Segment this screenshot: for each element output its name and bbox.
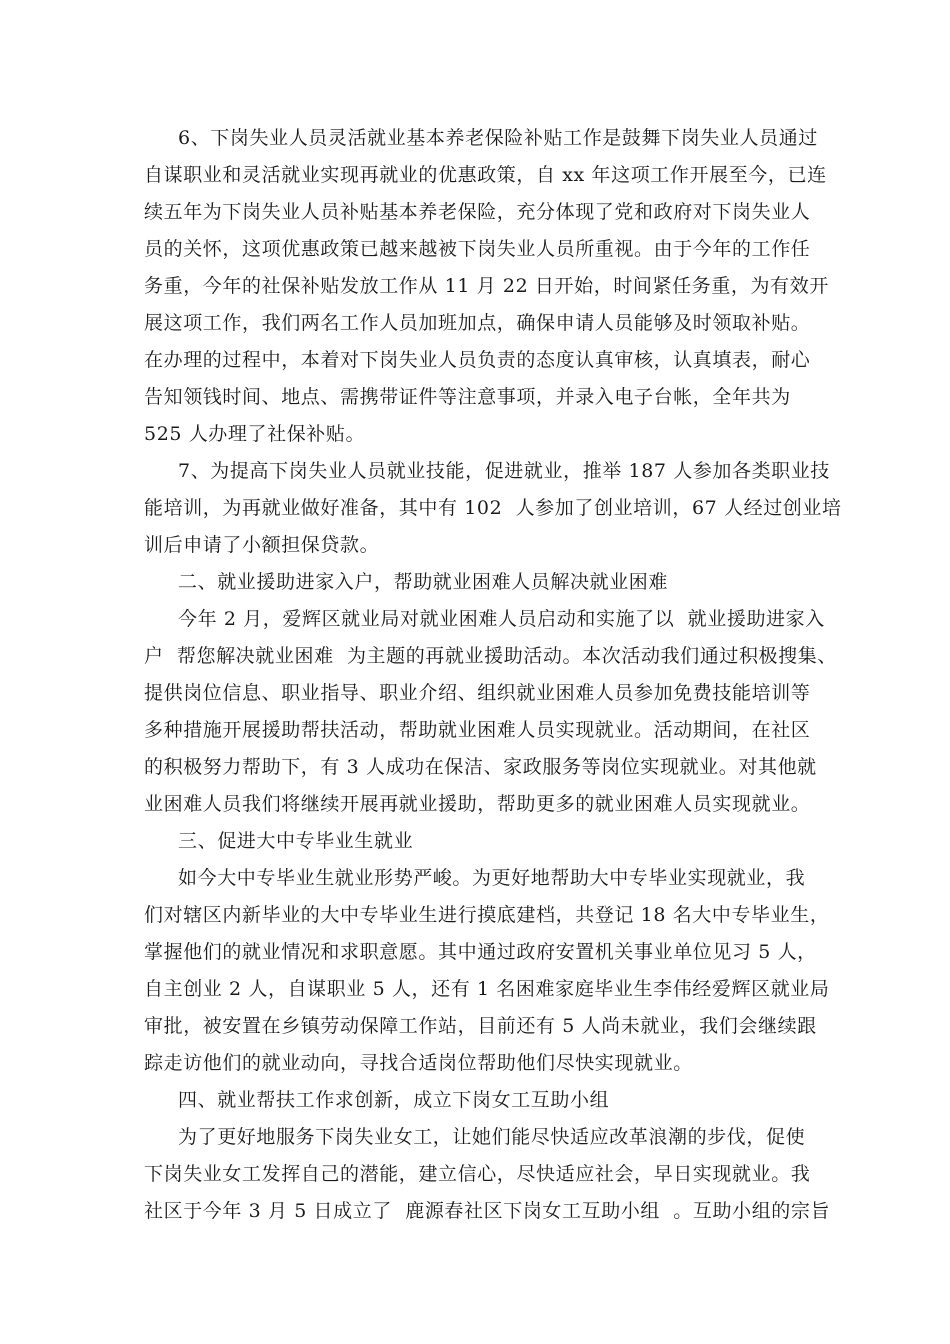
section-heading: 四、就业帮扶工作求创新，成立下岗女工互助小组 <box>178 1089 610 1111</box>
paragraph-line: 6、下岗失业人员灵活就业基本养老保险补贴工作是鼓舞下岗失业人员通过 <box>178 127 818 149</box>
paragraph-line: 多种措施开展援助帮扶活动，帮助就业困难人员实现就业。活动期间，在社区 <box>144 719 811 741</box>
paragraph-line: 们对辖区内新毕业的大中专毕业生进行摸底建档，共登记 18 名大中专毕业生， <box>144 904 830 926</box>
paragraph-line: 为了更好地服务下岗失业女工，让她们能尽快适应改革浪潮的步伐，促使 <box>178 1126 806 1148</box>
paragraph-line: 掌握他们的就业情况和求职意愿。其中通过政府安置机关事业单位见习 5 人， <box>144 941 817 963</box>
paragraph-line: 525 人办理了社保补贴。 <box>144 423 366 445</box>
paragraph-line: 业困难人员我们将继续开展再就业援助，帮助更多的就业困难人员实现就业。 <box>144 793 811 815</box>
paragraph-line: 户 帮您解决就业困难 为主题的再就业援助活动。本次活动我们通过积极搜集、 <box>144 645 837 667</box>
paragraph-line: 展这项工作，我们两名工作人员加班加点，确保申请人员能够及时领取补贴。 <box>144 312 811 334</box>
paragraph-line: 踪走访他们的就业动向，寻找合适岗位帮助他们尽快实现就业。 <box>144 1052 693 1074</box>
paragraph-line: 下岗失业女工发挥自己的潜能，建立信心，尽快适应社会，早日实现就业。我 <box>144 1163 811 1185</box>
section-heading: 三、促进大中专毕业生就业 <box>178 830 414 852</box>
paragraph-line: 务重，今年的社保补贴发放工作从 11 月 22 日开始，时间紧任务重，为有效开 <box>144 275 829 297</box>
paragraph-line: 社区于今年 3 月 5 日成立了 鹿源春社区下岗女工互助小组 。互助小组的宗旨 <box>144 1200 831 1222</box>
paragraph-line: 7、为提高下岗失业人员就业技能，促进就业，推举 187 人参加各类职业技 <box>178 460 831 482</box>
paragraph-line: 训后申请了小额担保贷款。 <box>144 534 380 556</box>
paragraph-line: 今年 2 月，爱辉区就业局对就业困难人员启动和实施了以 就业援助进家入 <box>178 608 825 630</box>
paragraph-line: 能培训，为再就业做好准备，其中有 102 人参加了创业培训，67 人经过创业培 <box>144 497 842 519</box>
paragraph-line: 审批，被安置在乡镇劳动保障工作站，目前还有 5 人尚未就业，我们会继续跟 <box>144 1015 817 1037</box>
paragraph-line: 续五年为下岗失业人员补贴基本养老保险，充分体现了党和政府对下岗失业人 <box>144 201 811 223</box>
paragraph-line: 提供岗位信息、职业指导、职业介绍、组织就业困难人员参加免费技能培训等 <box>144 682 811 704</box>
section-heading: 二、就业援助进家入户，帮助就业困难人员解决就业困难 <box>178 571 669 593</box>
paragraph-line: 自谋职业和灵活就业实现再就业的优惠政策，自 xx 年这项工作开展至今，已连 <box>144 164 827 186</box>
paragraph-line: 自主创业 2 人，自谋职业 5 人，还有 1 名困难家庭毕业生李伟经爱辉区就业局 <box>144 978 830 1000</box>
paragraph-line: 员的关怀，这项优惠政策已越来越被下岗失业人员所重视。由于今年的工作任 <box>144 238 811 260</box>
paragraph-line: 在办理的过程中，本着对下岗失业人员负责的态度认真审核，认真填表，耐心 <box>144 349 811 371</box>
paragraph-line: 的积极努力帮助下，有 3 人成功在保洁、家政服务等岗位实现就业。对其他就 <box>144 756 817 778</box>
paragraph-line: 告知领钱时间、地点、需携带证件等注意事项，并录入电子台帐，全年共为 <box>144 386 791 408</box>
paragraph-line: 如今大中专毕业生就业形势严峻。为更好地帮助大中专毕业实现就业，我 <box>178 867 806 889</box>
